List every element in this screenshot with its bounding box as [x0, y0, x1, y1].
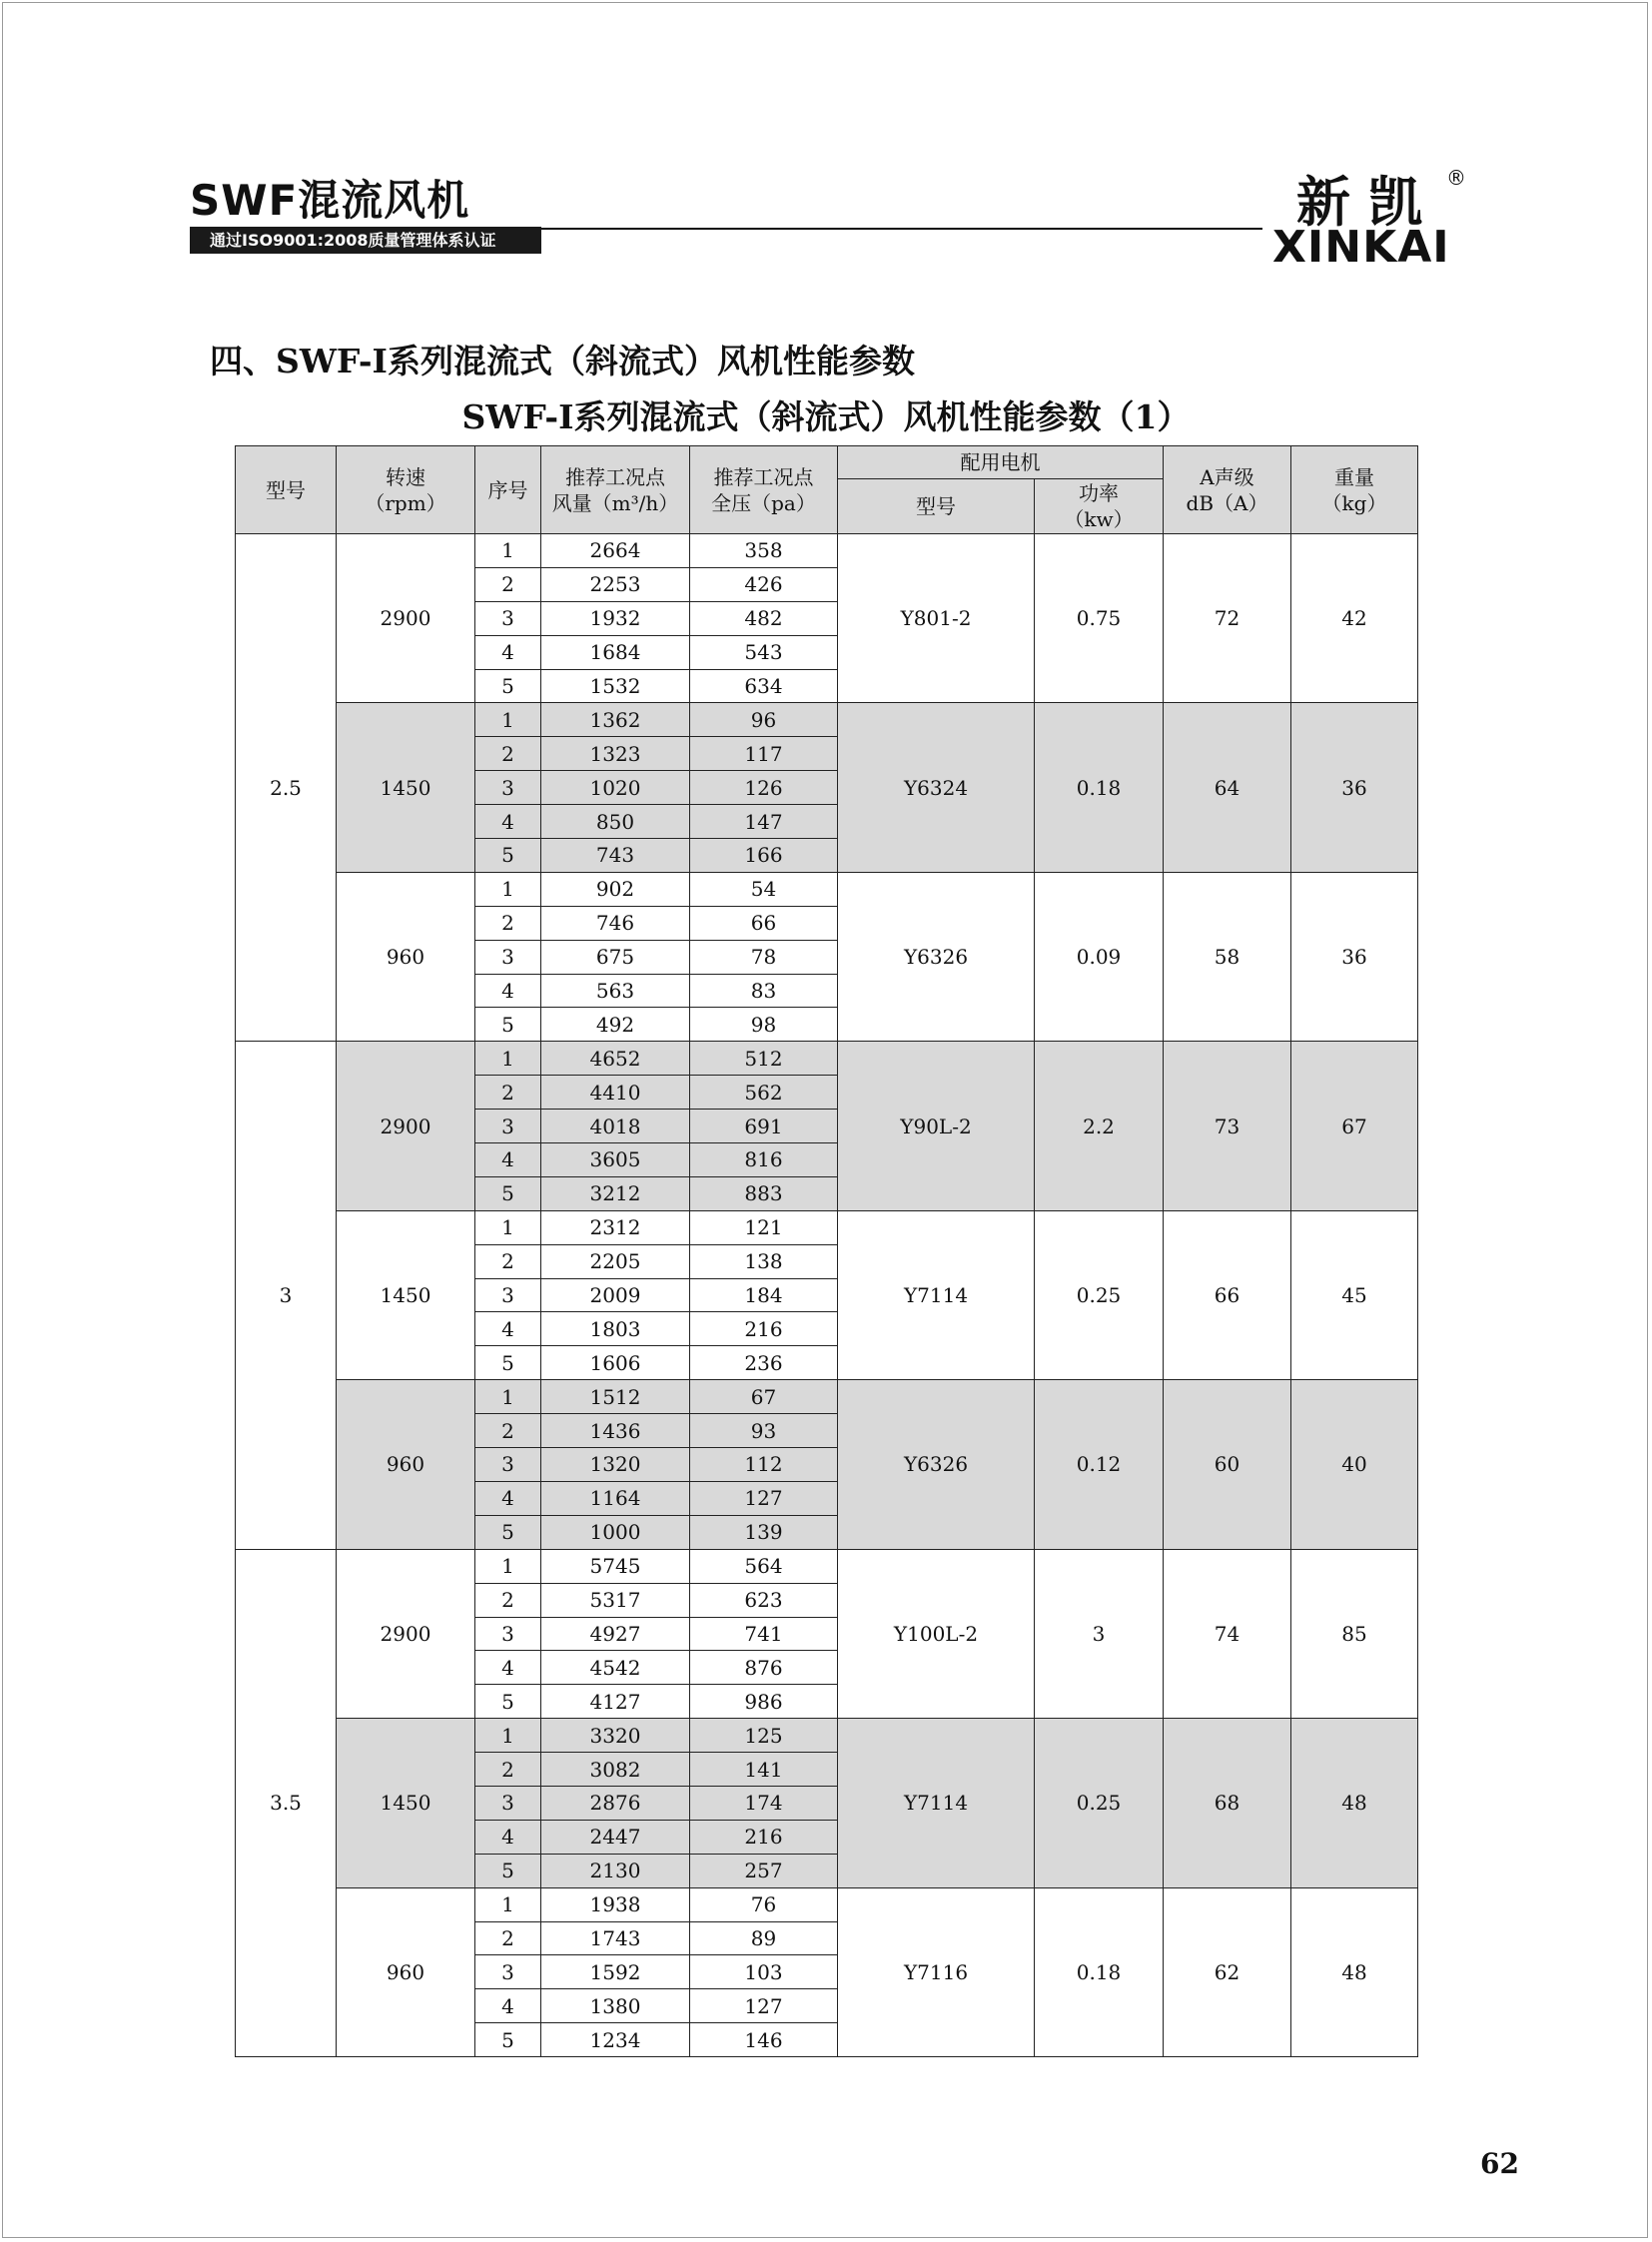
cell-motor-power: 0.18: [1035, 1887, 1164, 2056]
cell-flow: 1320: [541, 1448, 690, 1482]
cell-flow: 2312: [541, 1210, 690, 1244]
cell-pressure: 184: [690, 1278, 838, 1312]
cell-pressure: 883: [690, 1176, 838, 1210]
cell-seq: 3: [475, 1448, 541, 1482]
cell-speed: 2900: [337, 1042, 475, 1210]
brand-title: SWF混流风机: [190, 176, 470, 225]
cell-pressure: 98: [690, 1008, 838, 1042]
cell-motor-model: Y801-2: [838, 534, 1035, 703]
cell-flow: 746: [541, 906, 690, 940]
cell-pressure: 141: [690, 1753, 838, 1787]
cell-noise: 62: [1164, 1887, 1291, 2056]
cell-speed: 2900: [337, 1549, 475, 1718]
cell-flow: 1512: [541, 1380, 690, 1414]
cell-pressure: 67: [690, 1380, 838, 1414]
cell-speed: 2900: [337, 534, 475, 703]
cell-flow: 1380: [541, 1989, 690, 2023]
cell-seq: 5: [475, 1346, 541, 1380]
cell-pressure: 691: [690, 1110, 838, 1143]
registered-mark: ®: [1446, 166, 1466, 190]
cell-pressure: 876: [690, 1651, 838, 1685]
table-row: [236, 1042, 1418, 1076]
cell-pressure: 125: [690, 1719, 838, 1753]
header-flow: 推荐工况点 风量（m³/h）: [541, 446, 690, 534]
cell-motor-power: 2.2: [1035, 1042, 1164, 1210]
cell-seq: 3: [475, 601, 541, 635]
cell-seq: 5: [475, 1515, 541, 1549]
header-motor: 配用电机: [838, 446, 1164, 479]
cell-seq: 5: [475, 839, 541, 873]
cell-pressure: 426: [690, 567, 838, 601]
cell-pressure: 121: [690, 1210, 838, 1244]
cell-pressure: 127: [690, 1481, 838, 1515]
cell-motor-model: Y90L-2: [838, 1042, 1035, 1210]
cell-motor-power: 0.25: [1035, 1719, 1164, 1887]
cell-speed: 1450: [337, 1210, 475, 1379]
cell-pressure: 96: [690, 703, 838, 737]
cell-noise: 68: [1164, 1719, 1291, 1887]
cell-flow: 563: [541, 974, 690, 1008]
cell-weight: 85: [1291, 1549, 1418, 1718]
cell-motor-model: Y100L-2: [838, 1549, 1035, 1718]
cell-flow: 1164: [541, 1481, 690, 1515]
cell-seq: 4: [475, 974, 541, 1008]
cell-seq: 2: [475, 1583, 541, 1617]
cell-motor-model: Y7114: [838, 1210, 1035, 1379]
cell-flow: 3082: [541, 1753, 690, 1787]
cell-flow: 4927: [541, 1617, 690, 1651]
cell-seq: 5: [475, 1008, 541, 1042]
cell-seq: 1: [475, 1719, 541, 1753]
cell-noise: 74: [1164, 1549, 1291, 1718]
cell-motor-power: 0.09: [1035, 872, 1164, 1041]
cell-speed: 960: [337, 872, 475, 1041]
cell-seq: 2: [475, 1076, 541, 1110]
cell-seq: 3: [475, 1278, 541, 1312]
certification-banner: 通过ISO9001:2008质量管理体系认证: [190, 227, 541, 254]
cell-flow: 4652: [541, 1042, 690, 1076]
header-divider: [541, 228, 1262, 230]
cell-seq: 5: [475, 1176, 541, 1210]
page-number: 62: [1480, 2147, 1519, 2180]
cell-motor-power: 0.75: [1035, 534, 1164, 703]
cell-flow: 2009: [541, 1278, 690, 1312]
cell-pressure: 236: [690, 1346, 838, 1380]
cell-seq: 2: [475, 1414, 541, 1448]
cell-seq: 2: [475, 567, 541, 601]
cell-flow: 2876: [541, 1786, 690, 1820]
cell-pressure: 216: [690, 1312, 838, 1346]
cell-motor-model: Y6324: [838, 703, 1035, 872]
cell-flow: 3605: [541, 1143, 690, 1177]
cell-pressure: 93: [690, 1414, 838, 1448]
cell-flow: 1592: [541, 1955, 690, 1989]
table-row: [236, 534, 1418, 568]
cell-pressure: 103: [690, 1955, 838, 1989]
logo-chinese: 新凯: [1296, 171, 1440, 234]
table-row: [236, 703, 1418, 737]
cell-flow: 1362: [541, 703, 690, 737]
cell-seq: 3: [475, 771, 541, 805]
cell-flow: 4410: [541, 1076, 690, 1110]
cell-weight: 36: [1291, 703, 1418, 872]
cell-weight: 40: [1291, 1380, 1418, 1549]
cell-weight: 42: [1291, 534, 1418, 703]
cell-pressure: 358: [690, 534, 838, 568]
cell-seq: 1: [475, 872, 541, 906]
table-row: [236, 872, 1418, 906]
cell-seq: 2: [475, 1753, 541, 1787]
cell-motor-model: Y6326: [838, 1380, 1035, 1549]
cell-motor-model: Y7116: [838, 1887, 1035, 2056]
cell-flow: 2253: [541, 567, 690, 601]
cell-motor-power: 0.25: [1035, 1210, 1164, 1379]
cell-noise: 66: [1164, 1210, 1291, 1379]
performance-table: [235, 445, 1418, 2057]
header-speed: 转速 （rpm）: [337, 446, 475, 534]
logo-english: XINKAI: [1272, 222, 1450, 273]
cell-seq: 4: [475, 1312, 541, 1346]
cell-pressure: 147: [690, 805, 838, 839]
cell-pressure: 76: [690, 1887, 838, 1921]
cell-pressure: 216: [690, 1820, 838, 1854]
cell-seq: 4: [475, 1481, 541, 1515]
cell-flow: 1020: [541, 771, 690, 805]
cell-flow: 2447: [541, 1820, 690, 1854]
cell-flow: 2664: [541, 534, 690, 568]
cell-flow: 902: [541, 872, 690, 906]
cell-weight: 67: [1291, 1042, 1418, 1210]
cell-pressure: 146: [690, 2023, 838, 2057]
cell-pressure: 564: [690, 1549, 838, 1583]
cell-seq: 1: [475, 703, 541, 737]
cell-flow: 2205: [541, 1244, 690, 1278]
cell-pressure: 816: [690, 1143, 838, 1177]
table-row: [236, 1210, 1418, 1244]
cell-flow: 3320: [541, 1719, 690, 1753]
cell-pressure: 126: [690, 771, 838, 805]
cell-pressure: 127: [690, 1989, 838, 2023]
cell-seq: 2: [475, 1244, 541, 1278]
cell-flow: 1932: [541, 601, 690, 635]
cell-pressure: 634: [690, 669, 838, 703]
cell-pressure: 543: [690, 635, 838, 669]
cell-pressure: 741: [690, 1617, 838, 1651]
header-noise: A声级 dB（A）: [1164, 446, 1291, 534]
header-seq: 序号: [475, 446, 541, 534]
cell-flow: 5317: [541, 1583, 690, 1617]
cell-flow: 4542: [541, 1651, 690, 1685]
cell-seq: 4: [475, 635, 541, 669]
cell-seq: 5: [475, 2023, 541, 2057]
cell-flow: 1234: [541, 2023, 690, 2057]
cell-motor-model: Y6326: [838, 872, 1035, 1041]
cell-weight: 36: [1291, 872, 1418, 1041]
cell-noise: 64: [1164, 703, 1291, 872]
cell-pressure: 623: [690, 1583, 838, 1617]
cell-seq: 5: [475, 669, 541, 703]
cell-speed: 960: [337, 1887, 475, 2056]
cell-seq: 1: [475, 1210, 541, 1244]
cell-pressure: 482: [690, 601, 838, 635]
cell-weight: 45: [1291, 1210, 1418, 1379]
cell-seq: 2: [475, 737, 541, 771]
cell-pressure: 138: [690, 1244, 838, 1278]
cell-seq: 5: [475, 1854, 541, 1887]
cell-pressure: 166: [690, 839, 838, 873]
cell-flow: 4018: [541, 1110, 690, 1143]
cell-pressure: 89: [690, 1921, 838, 1955]
cell-seq: 3: [475, 940, 541, 974]
table-row: [236, 1549, 1418, 1583]
cell-pressure: 117: [690, 737, 838, 771]
cell-seq: 4: [475, 1820, 541, 1854]
cell-seq: 3: [475, 1786, 541, 1820]
cell-flow: 1000: [541, 1515, 690, 1549]
cell-flow: 1743: [541, 1921, 690, 1955]
header-pressure: 推荐工况点 全压（pa）: [690, 446, 838, 534]
cell-pressure: 112: [690, 1448, 838, 1482]
cell-seq: 4: [475, 1651, 541, 1685]
cell-seq: 1: [475, 1887, 541, 1921]
cell-seq: 1: [475, 1042, 541, 1076]
cell-speed: 1450: [337, 703, 475, 872]
cell-pressure: 78: [690, 940, 838, 974]
cell-model: 3: [236, 1042, 337, 1549]
cell-pressure: 986: [690, 1685, 838, 1719]
table-title: SWF-Ⅰ系列混流式（斜流式）风机性能参数（1）: [461, 397, 1191, 436]
cell-flow: 1803: [541, 1312, 690, 1346]
cell-seq: 2: [475, 906, 541, 940]
header-weight: 重量 （kg）: [1291, 446, 1418, 534]
cell-motor-power: 0.12: [1035, 1380, 1164, 1549]
cell-flow: 1684: [541, 635, 690, 669]
cell-seq: 1: [475, 534, 541, 568]
header-motor-power: 功率 （kw）: [1035, 479, 1164, 534]
cell-flow: 5745: [541, 1549, 690, 1583]
cell-flow: 4127: [541, 1685, 690, 1719]
cell-motor-power: 3: [1035, 1549, 1164, 1718]
cell-weight: 48: [1291, 1887, 1418, 2056]
cell-flow: 2130: [541, 1854, 690, 1887]
cell-noise: 60: [1164, 1380, 1291, 1549]
cell-seq: 2: [475, 1921, 541, 1955]
cell-pressure: 562: [690, 1076, 838, 1110]
cell-flow: 743: [541, 839, 690, 873]
cell-flow: 3212: [541, 1176, 690, 1210]
cell-pressure: 54: [690, 872, 838, 906]
cell-pressure: 512: [690, 1042, 838, 1076]
cell-seq: 3: [475, 1110, 541, 1143]
cell-flow: 1323: [541, 737, 690, 771]
cell-seq: 3: [475, 1617, 541, 1651]
cell-weight: 48: [1291, 1719, 1418, 1887]
cell-flow: 1436: [541, 1414, 690, 1448]
header-model: 型号: [236, 446, 337, 534]
cell-flow: 850: [541, 805, 690, 839]
cell-model: 3.5: [236, 1549, 337, 2056]
cell-seq: 3: [475, 1955, 541, 1989]
cell-pressure: 257: [690, 1854, 838, 1887]
cell-speed: 960: [337, 1380, 475, 1549]
header-motor-model: 型号: [838, 479, 1035, 534]
cell-pressure: 174: [690, 1786, 838, 1820]
cell-noise: 72: [1164, 534, 1291, 703]
cell-flow: 675: [541, 940, 690, 974]
table-row: [236, 1380, 1418, 1414]
cell-seq: 4: [475, 1143, 541, 1177]
cell-flow: 1938: [541, 1887, 690, 1921]
cell-speed: 1450: [337, 1719, 475, 1887]
cell-seq: 5: [475, 1685, 541, 1719]
cell-seq: 4: [475, 805, 541, 839]
table-row: [236, 1887, 1418, 1921]
cell-pressure: 83: [690, 974, 838, 1008]
cell-motor-model: Y7114: [838, 1719, 1035, 1887]
cell-pressure: 66: [690, 906, 838, 940]
cell-flow: 1606: [541, 1346, 690, 1380]
cell-model: 2.5: [236, 534, 337, 1042]
cell-seq: 1: [475, 1380, 541, 1414]
cell-pressure: 139: [690, 1515, 838, 1549]
cell-motor-power: 0.18: [1035, 703, 1164, 872]
table-row: [236, 1719, 1418, 1753]
section-heading: 四、SWF-Ⅰ系列混流式（斜流式）风机性能参数: [210, 342, 915, 380]
cell-noise: 58: [1164, 872, 1291, 1041]
cell-seq: 1: [475, 1549, 541, 1583]
cell-flow: 492: [541, 1008, 690, 1042]
cell-noise: 73: [1164, 1042, 1291, 1210]
cell-flow: 1532: [541, 669, 690, 703]
cell-seq: 4: [475, 1989, 541, 2023]
